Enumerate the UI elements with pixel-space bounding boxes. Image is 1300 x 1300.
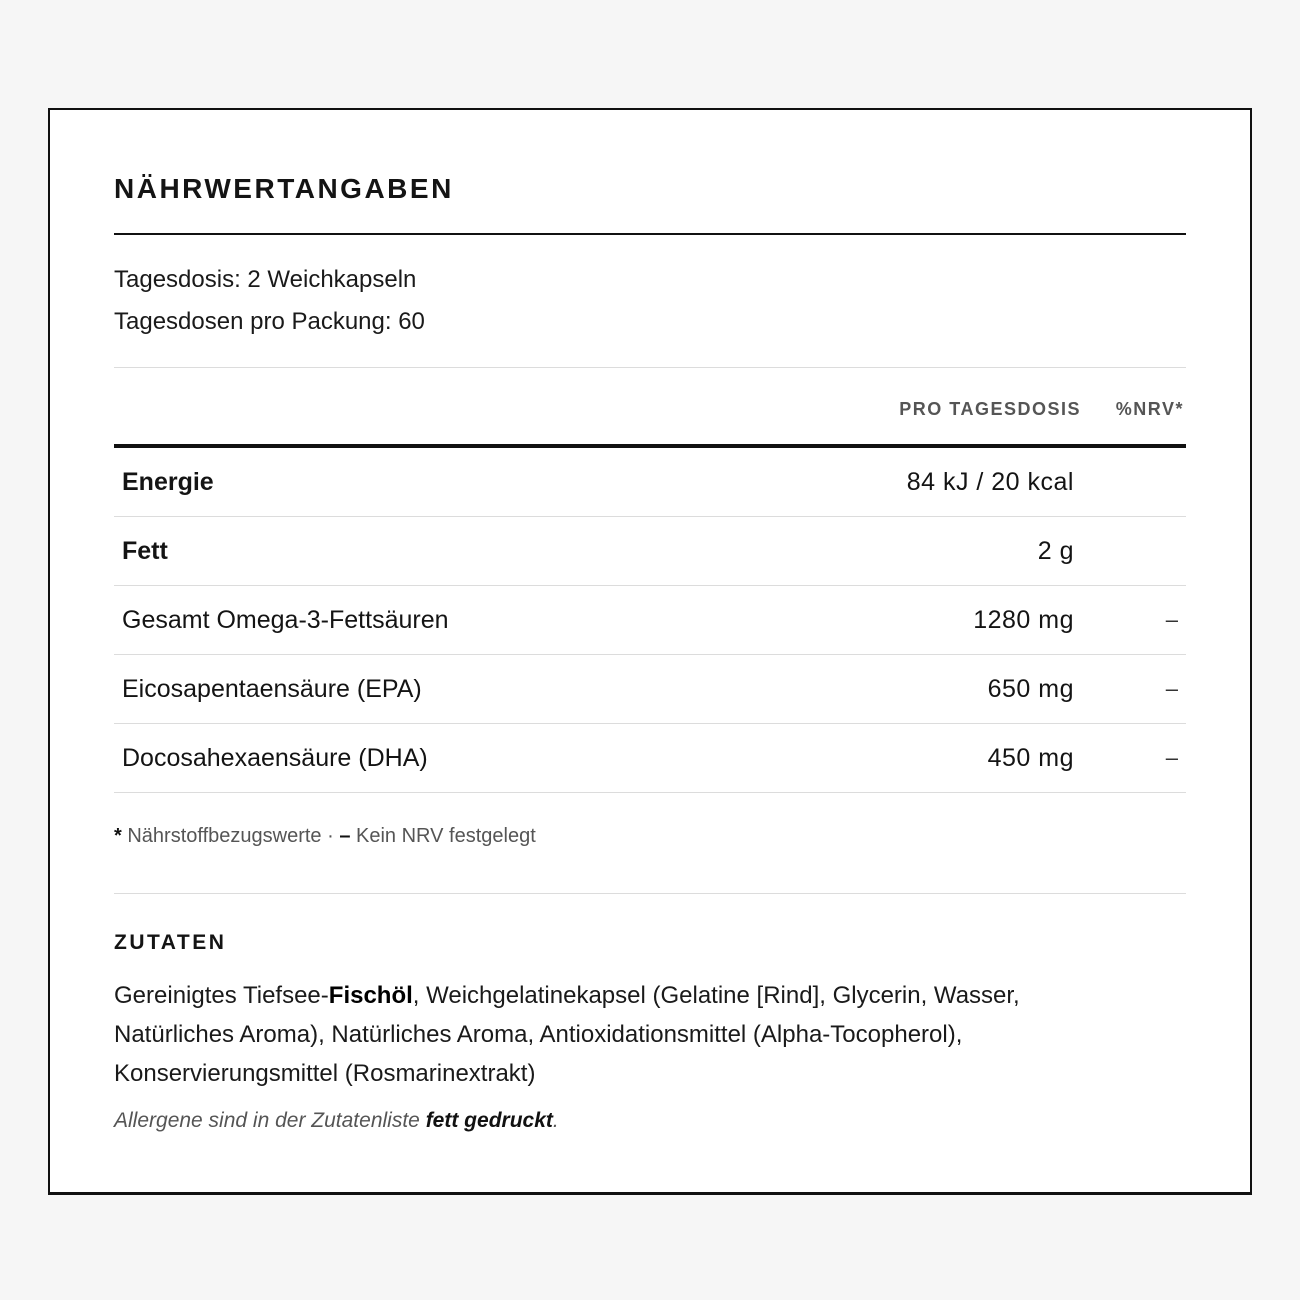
footnote-dash-text: Kein NRV festgelegt xyxy=(356,825,536,847)
table-row xyxy=(114,724,1186,792)
allergen-note xyxy=(114,1106,559,1136)
nutrient-amount: 1280 mg xyxy=(973,606,1074,634)
row-divider xyxy=(114,792,1186,793)
ingredients-divider xyxy=(114,893,1186,894)
title-divider xyxy=(114,233,1186,235)
allergen-note-end: . xyxy=(552,1109,559,1132)
footnote-dash-symbol: – xyxy=(339,825,351,847)
ingredients-part-1: Gereinigtes Tiefsee- xyxy=(114,982,329,1009)
ingredients-title: ZUTATEN xyxy=(114,931,227,954)
allergen-note-text: Allergene sind in der Zutatenliste xyxy=(114,1109,420,1132)
nutrient-name: Eicosapentaensäure (EPA) xyxy=(122,675,422,703)
allergen-ingredient: Fischöl xyxy=(328,982,413,1009)
column-header-per-dose: PRO TAGESDOSIS xyxy=(899,399,1081,419)
table-row xyxy=(114,448,1186,516)
nutrient-nrv: – xyxy=(1165,607,1178,632)
nutrient-name: Gesamt Omega-3-Fettsäuren xyxy=(122,606,449,634)
allergen-note-bold: fett gedruckt xyxy=(425,1109,553,1132)
nutrient-amount: 450 mg xyxy=(987,744,1074,772)
panel-title: NÄHRWERTANGABEN xyxy=(114,173,454,204)
table-row xyxy=(114,655,1186,723)
doses-per-pack: Tagesdosen pro Packung: 60 xyxy=(114,308,425,335)
serving-divider xyxy=(114,367,1186,368)
daily-dose: Tagesdosis: 2 Weichkapseln xyxy=(114,266,417,293)
footnote-star-symbol: * xyxy=(114,825,122,847)
nutrient-amount: 84 kJ / 20 kcal xyxy=(906,468,1074,496)
nrv-footnote xyxy=(114,822,536,850)
column-header-nrv: %NRV* xyxy=(1115,399,1184,419)
ingredients-list xyxy=(114,976,1114,1093)
nutrient-amount: 2 g xyxy=(1037,537,1074,565)
nutrient-nrv: – xyxy=(1165,745,1178,770)
ingredients-part-2: , Weichgelatinekapsel (Gelatine [Rind], Glycerin, Wasser, Natürliches Aroma), Natürliches Aroma, Antioxidationsmittel (Alpha-Tocopherol), Konservierungsmittel (Rosmarinextrakt) xyxy=(114,982,1020,1087)
footnote-star-text: Nährstoffbezugswerte · xyxy=(127,825,334,847)
table-row xyxy=(114,586,1186,654)
nutrient-name: Fett xyxy=(122,537,168,565)
nutrient-name: Docosahexaensäure (DHA) xyxy=(122,744,428,772)
nutrient-name: Energie xyxy=(122,468,214,496)
nutrition-panel xyxy=(48,108,1252,1195)
nutrient-amount: 650 mg xyxy=(987,675,1074,703)
table-row xyxy=(114,517,1186,585)
nutrient-nrv: – xyxy=(1165,676,1178,701)
